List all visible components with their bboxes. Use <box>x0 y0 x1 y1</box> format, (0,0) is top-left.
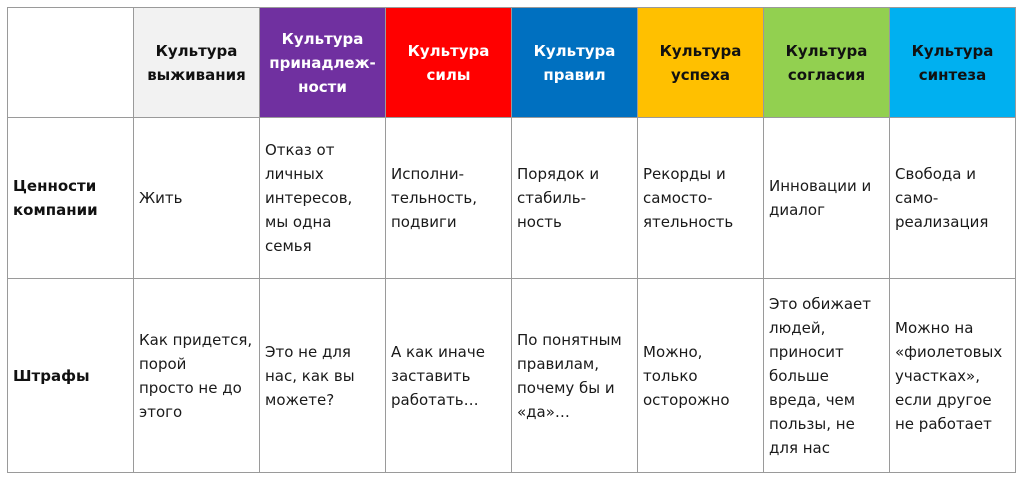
header-culture-power: Культура силы <box>386 8 512 118</box>
header-culture-rules: Культура правил <box>512 8 638 118</box>
table-cell: Отказ от личных интересов, мы одна семья <box>260 118 386 279</box>
header-culture-survival: Культура выживания <box>134 8 260 118</box>
header-culture-synthesis: Культура синтеза <box>890 8 1016 118</box>
row-header-values: Ценности компании <box>8 118 134 279</box>
header-culture-belonging: Культура принадлеж- ности <box>260 8 386 118</box>
table-cell: Это обижает людей, приносит больше вреда, чем пользы, не для нас <box>764 279 890 473</box>
table-cell: Рекорды и самосто- ятельность <box>638 118 764 279</box>
table-row <box>8 118 1016 279</box>
table-row <box>8 279 1016 473</box>
corner-cell <box>8 8 134 118</box>
table-cell: Это не для нас, как вы можете? <box>260 279 386 473</box>
header-row <box>8 8 1016 118</box>
row-header-penalties: Штрафы <box>8 279 134 473</box>
culture-comparison-table-wrapper <box>7 7 1016 473</box>
table-cell: Можно, только осторожно <box>638 279 764 473</box>
table-cell: Как придется, порой просто не до этого <box>134 279 260 473</box>
table-cell: Инновации и диалог <box>764 118 890 279</box>
table-cell: Можно на «фиолетовых участках», если другое не работает <box>890 279 1016 473</box>
table-cell: По понятным правилам, почему бы и «да»… <box>512 279 638 473</box>
table-cell: Жить <box>134 118 260 279</box>
header-culture-success: Культура успеха <box>638 8 764 118</box>
table-cell: А как иначе заставить работать… <box>386 279 512 473</box>
table-cell: Исполни- тельность, подвиги <box>386 118 512 279</box>
table-cell: Порядок и стабиль- ность <box>512 118 638 279</box>
header-culture-consent: Культура согласия <box>764 8 890 118</box>
culture-comparison-table <box>7 7 1016 473</box>
table-cell: Свобода и само- реализация <box>890 118 1016 279</box>
